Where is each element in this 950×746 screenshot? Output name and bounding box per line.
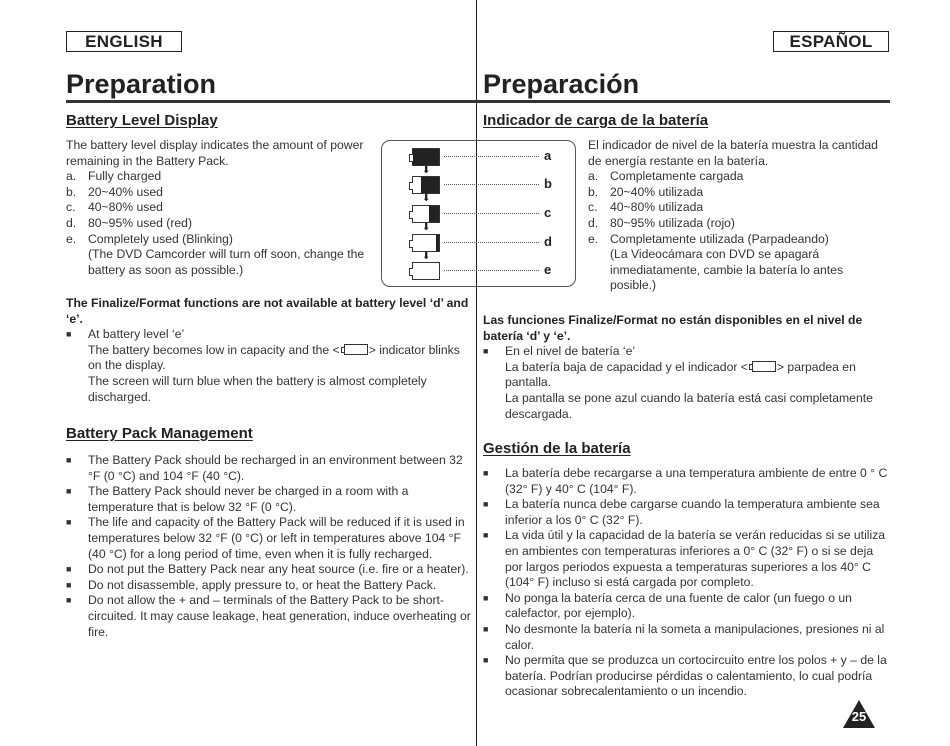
- espanol-warning-block: [483, 313, 893, 422]
- bullet-item: ■ The life and capacity of the Battery Pack will be reduced if it is used in temperatures below 32 °F (0 °C) or left in temperatures above 104 °F (40 °C) for a long period of time, even when it is fully recharged.: [66, 515, 465, 561]
- arrow-down-icon: ⬇: [422, 193, 431, 204]
- battery-fill: [436, 235, 439, 251]
- english-warning-block: [66, 296, 471, 405]
- bullet-icon: ■: [66, 564, 72, 575]
- battery-empty-icon: [752, 361, 776, 372]
- note-text: (The DVD Camcorder will turn off soon, change the battery as soon as possible.): [88, 247, 365, 277]
- page-number: 25: [851, 709, 867, 724]
- list-item: b. 20~40% utilizada: [588, 184, 704, 199]
- language-label-english: ENGLISH: [66, 31, 182, 52]
- bullet-icon: ■: [483, 592, 489, 603]
- section-heading-battery-pack-management: Battery Pack Management: [66, 425, 253, 442]
- battery-icon: [412, 262, 440, 280]
- bullet-item: ■ Do not allow the + and – terminals of the Battery Pack to be short-circuited. It may cause leakage, heat generation, induce overheating or fire.: [66, 593, 471, 639]
- warning-text: The Finalize/Format functions are not available at battery level ‘d’ and ‘e’.: [66, 296, 469, 326]
- battery-level-diagram: [381, 140, 576, 287]
- list-item: a. Completamente cargada: [588, 169, 744, 184]
- column-divider: [476, 0, 477, 746]
- intro-text: El indicador de nivel de la batería muestra la cantidad de energía restante en la batería.: [588, 138, 878, 168]
- list-item: a. Fully charged: [66, 169, 162, 184]
- bullet-icon: ■: [483, 623, 489, 634]
- page-number-badge: [843, 700, 875, 728]
- espanol-battery-level-text: [588, 138, 888, 294]
- title-rule: [66, 100, 890, 103]
- warning-text: Las funciones Finalize/Format no están disponibles en el nivel de batería ‘d’ y ‘e’.: [483, 313, 863, 343]
- section-heading-indicador-carga: Indicador de carga de la batería: [483, 112, 709, 129]
- battery-label: e: [544, 262, 552, 277]
- list-item: b. 20~40% used: [66, 184, 163, 199]
- battery-row-d: [382, 234, 575, 254]
- battery-row-c: [382, 205, 575, 225]
- bullet-item: ■ No ponga la batería cerca de una fuente de calor (un fuego o un calefactor, por ejemplo).: [483, 590, 852, 621]
- bullet-item: ■ La vida útil y la capacidad de la batería se verán reducidas si se utiliza en ambientes con temperaturas inferiores a 0° C (32° F) o si se deja por largos periodos expuesta a temperaturas superiores a los 40° C (104° F) incluso si está cargada por completo.: [483, 528, 886, 590]
- bullet-icon: ■: [483, 655, 489, 666]
- english-battery-level-text: [66, 138, 366, 278]
- bullet-item: ■ Do not put the Battery Pack near any heat source (i.e. fire or a heater).: [66, 562, 469, 577]
- espanol-management-list: [483, 466, 893, 700]
- bullet-icon: ■: [66, 517, 72, 528]
- battery-fill: [413, 149, 439, 165]
- battery-label: b: [544, 176, 552, 191]
- bullet-item: ■ No permita que se produzca un cortocircuito entre los polos + y – de la batería. Podrían producirse pérdidas o calentamiento, lo cual podría ocasionar sobrecalentamiento o un incendio.: [483, 653, 887, 699]
- list-item: d. 80~95% used (red): [66, 215, 192, 230]
- bullet-item: ■ No desmonte la batería ni la someta a manipulaciones, presiones ni al calor.: [483, 621, 885, 652]
- page-title-espanol: Preparación: [483, 69, 640, 99]
- bullet-icon: ■: [483, 499, 489, 510]
- bullet-item: ■ La batería nunca debe cargarse cuando la temperatura ambiente sea inferior a los 0° C (32° F).: [483, 497, 880, 527]
- list-item: c. 40~80% used: [66, 200, 163, 215]
- battery-icon: [412, 234, 440, 252]
- list-item: c. 40~80% utilizada: [588, 200, 704, 215]
- leader-line: [444, 213, 539, 214]
- battery-fill: [429, 206, 439, 222]
- bullet-item: ■ At battery level ‘e’ The battery becomes low in capacity and the < > indicator blinks on the display. The screen will turn blue when the battery is almost completely discharged.: [66, 327, 460, 404]
- page-title-english: Preparation: [66, 69, 217, 99]
- english-management-list: [66, 453, 476, 640]
- battery-label: c: [544, 205, 552, 220]
- bullet-item: ■ Do not disassemble, apply pressure to, or heat the Battery Pack.: [66, 577, 437, 592]
- section-heading-battery-level: Battery Level Display: [66, 112, 218, 129]
- battery-label: d: [544, 234, 552, 249]
- bullet-icon: ■: [66, 329, 72, 340]
- battery-label: a: [544, 148, 552, 163]
- leader-line: [444, 184, 539, 185]
- arrow-down-icon: ⬇: [422, 222, 431, 233]
- bullet-icon: ■: [66, 486, 72, 497]
- language-label-espanol: ESPAÑOL: [773, 31, 889, 52]
- battery-empty-icon: [344, 344, 368, 355]
- list-item: d. 80~95% utilizada (rojo): [588, 215, 735, 230]
- leader-line: [444, 270, 539, 271]
- bullet-icon: ■: [483, 468, 489, 478]
- bullet-icon: ■: [66, 579, 72, 590]
- battery-icon: [412, 176, 440, 194]
- bullet-icon: ■: [483, 530, 489, 541]
- bullet-item: ■ The Battery Pack should never be charged in a room with a temperature that is below 32 °F (0 °C).: [66, 484, 409, 514]
- battery-fill: [421, 177, 439, 193]
- bullet-icon: ■: [66, 455, 72, 465]
- battery-icon: [412, 205, 440, 223]
- note-text: (La Videocámara con DVD se apagará inmediatamente, cambie la batería lo antes posible.): [610, 247, 844, 293]
- bullet-icon: ■: [66, 595, 72, 606]
- bullet-icon: ■: [483, 346, 489, 357]
- list-item: e. Completamente utilizada (Parpadeando): [588, 231, 829, 246]
- leader-line: [444, 156, 539, 157]
- battery-row-b: [382, 176, 575, 196]
- bullet-item: ■ En el nivel de batería ‘e’ La batería baja de capacidad y el indicador < > parpadea en pantalla. La pantalla se pone azul cuando la batería está casi completamente descargada.: [483, 344, 873, 421]
- battery-icon: [412, 148, 440, 166]
- list-item: e. Completely used (Blinking): [66, 231, 233, 246]
- battery-row-a: [382, 148, 575, 168]
- leader-line: [444, 242, 539, 243]
- bullet-item: ■ La batería debe recargarse a una temperatura ambiente de entre 0 ° C (32° F) y 40° C (104° F).: [483, 466, 888, 496]
- intro-text: The battery level display indicates the amount of power remaining in the Battery Pack.: [66, 138, 364, 168]
- section-heading-gestion-bateria: Gestión de la batería: [483, 440, 631, 457]
- arrow-down-icon: ⬇: [422, 165, 431, 176]
- arrow-down-icon: ⬇: [422, 251, 431, 262]
- bullet-item: ■ The Battery Pack should be recharged in an environment between 32 °F (0 °C) and 104 °F (40 °C).: [66, 453, 463, 483]
- battery-row-e: [382, 262, 575, 282]
